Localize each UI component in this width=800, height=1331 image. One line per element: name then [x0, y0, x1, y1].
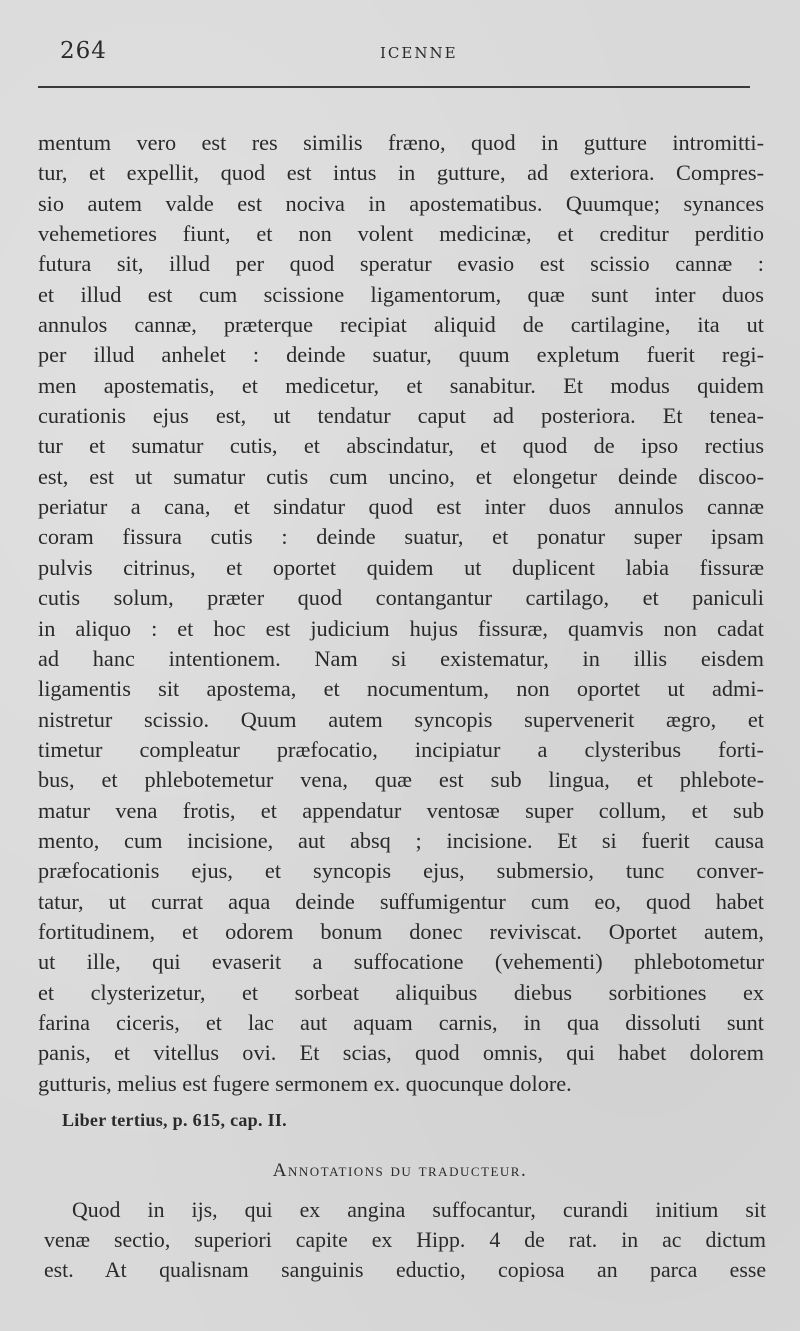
text-line: fortitudinem, et odorem bonum donec reviviscat. Oportet autem,: [38, 918, 764, 944]
notes-line: Quod in ijs, qui ex angina suffocantur, curandi initium sit: [72, 1198, 766, 1222]
text-line: curationis ejus est, ut tendatur caput ad posteriora. Et tenea-: [38, 403, 764, 429]
notes-heading: Annotations du traducteur.: [272, 1160, 528, 1181]
text-line: men apostematis, et medicetur, et sanabitur. Et modus quidem: [38, 372, 764, 398]
text-line: timetur compleatur præfocatio, incipiatur a clysteribus forti-: [38, 736, 764, 762]
text-line: annulos cannæ, præterque recipiat aliquid de cartilagine, ita ut: [38, 312, 764, 338]
text-line: ligamentis sit apostema, et nocumentum, non oportet ut admi-: [38, 676, 764, 702]
page-number: 264: [60, 38, 107, 64]
source-citation: Liber tertius, p. 615, cap. II.: [62, 1110, 287, 1130]
text-line: mento, cum incisione, aut absq ; incisione. Et si fuerit causa: [38, 827, 764, 853]
text-line: matur vena frotis, et appendatur ventosæ super collum, et sub: [38, 797, 764, 823]
text-line: panis, et vitellus ovi. Et scias, quod omnis, qui habet dolorem: [38, 1040, 764, 1066]
notes-text-block: [44, 1195, 766, 1285]
text-line: coram fissura cutis : deinde suatur, et ponatur super ipsam: [38, 524, 764, 550]
text-line: periatur a cana, et sindatur quod est inter duos annulos cannæ: [38, 494, 764, 520]
header-rule: [38, 86, 750, 88]
text-line: pulvis citrinus, et oportet quidem ut duplicent labia fissuræ: [38, 554, 764, 580]
text-line: bus, et phlebotemetur vena, quæ est sub lingua, et phlebote-: [38, 767, 764, 793]
text-line: nistretur scissio. Quum autem syncopis supervenerit ægro, et: [38, 706, 764, 732]
text-line: cutis solum, præter quod contangantur cartilago, et paniculi: [38, 585, 764, 611]
text-line: in aliquo : et hoc est judicium hujus fissuræ, quamvis non cadat: [38, 615, 764, 641]
notes-line: est. At qualisnam sanguinis eductio, copiosa an parca esse: [44, 1258, 766, 1282]
text-line: gutturis, melius est fugere sermonem ex. quocunque dolore.: [38, 1070, 572, 1096]
text-line: et clysterizetur, et sorbeat aliquibus diebus sorbitiones ex: [38, 979, 764, 1005]
text-line: ut ille, qui evaserit a suffocatione (vehementi) phlebotometur: [38, 949, 764, 975]
text-line: et illud est cum scissione ligamentorum, quæ sunt inter duos: [38, 281, 764, 307]
text-line: futura sit, illud per quod speratur evasio est scissio cannæ :: [38, 251, 764, 277]
text-line: sio autem valde est nociva in apostematibus. Quumque; synances: [38, 190, 764, 216]
text-line: mentum vero est res similis fræno, quod in gutture intromitti-: [38, 130, 764, 155]
text-line: præfocationis ejus, et syncopis ejus, submersio, tunc conver-: [38, 858, 764, 884]
notes-line: venæ sectio, superiori capite ex Hipp. 4 de rat. in ac dictum: [44, 1228, 766, 1252]
text-line: ad hanc intentionem. Nam si existematur, in illis eisdem: [38, 645, 764, 671]
text-line: tur et sumatur cutis, et abscindatur, et quod de ipso rectius: [38, 433, 764, 459]
text-line: tur, et expellit, quod est intus in gutture, ad exteriora. Compres-: [38, 160, 764, 186]
text-line: vehemetiores fiunt, et non volent medicinæ, et creditur perditio: [38, 221, 764, 247]
text-line: per illud anhelet : deinde suatur, quum expletum fuerit regi-: [38, 342, 764, 368]
main-text-block: [38, 128, 764, 1099]
text-line: farina ciceris, et lac aut aquam carnis, in qua dissoluti sunt: [38, 1009, 764, 1035]
running-head: [60, 38, 752, 68]
text-line: est, est ut sumatur cutis cum uncino, et elongetur deinde discoo-: [38, 463, 764, 489]
text-line: tatur, ut currat aqua deinde suffumigentur cum eo, quod habet: [38, 888, 764, 914]
running-title: ICENNE: [380, 44, 458, 62]
